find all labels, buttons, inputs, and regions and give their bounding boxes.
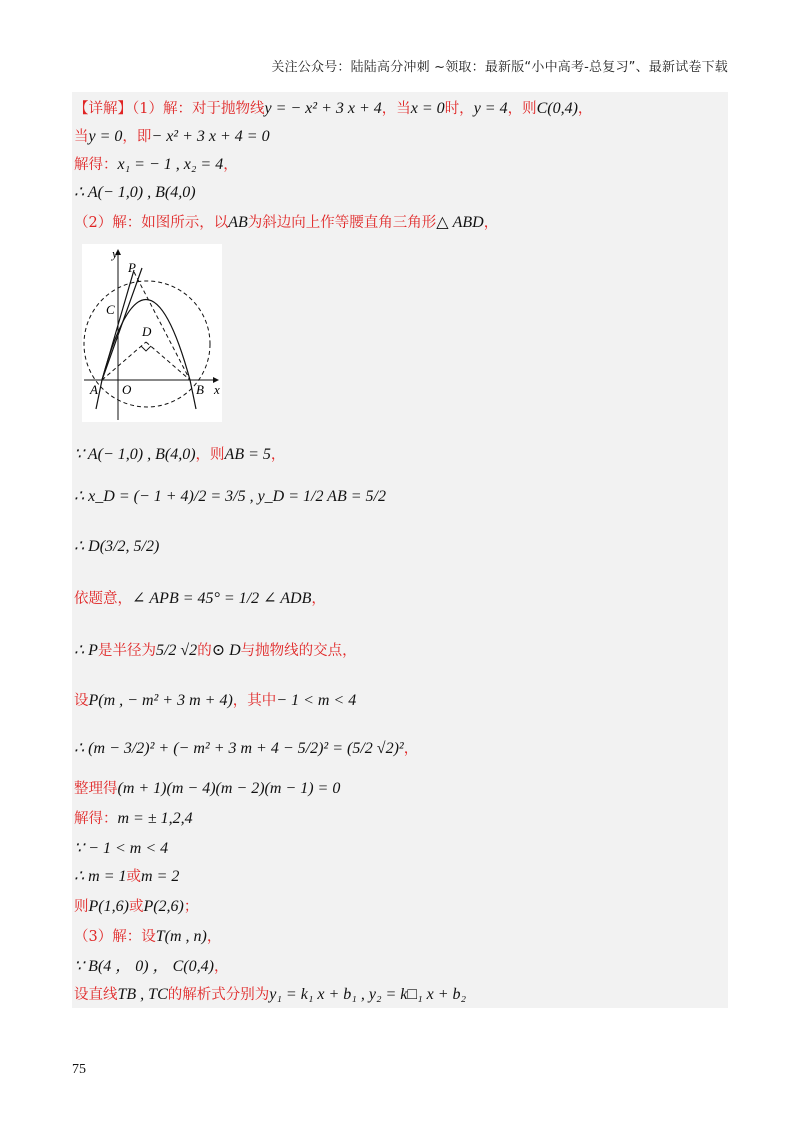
math-span: (m + 1)(m − 4)(m − 2)(m − 1) = 0	[117, 780, 341, 797]
label-x: x	[214, 382, 220, 397]
text-span: 设	[74, 693, 89, 709]
solution-line-8	[72, 536, 159, 558]
math-span: ⊙ D	[211, 642, 241, 659]
text-span: 解得：	[74, 157, 118, 173]
label-a: A	[90, 382, 98, 397]
label-d: D	[142, 324, 152, 339]
solution-line-6	[72, 444, 285, 466]
solution-line-9	[72, 588, 326, 610]
solution-line-11	[72, 690, 356, 712]
solution-line-19	[72, 956, 228, 978]
text-span: 依题意，	[74, 591, 132, 607]
math-span: y₁ = k₁ x + b₁ , y₂ = k□₁ x + b₂	[269, 986, 467, 1003]
detail-tag: 【详解】	[74, 101, 132, 117]
math-span: x = 0	[410, 100, 445, 117]
math-span: TB , TC	[117, 986, 168, 1003]
solution-line-5	[72, 212, 498, 234]
math-span: P(1,6)	[88, 898, 129, 915]
math-span: AB = 5	[224, 446, 271, 463]
math-span: ∵ − 1 < m < 4	[74, 840, 169, 857]
label-p: P	[128, 260, 136, 275]
math-span: m = ± 1,2,4	[117, 810, 193, 827]
text-span: ，其中	[232, 693, 277, 709]
text-span: （3）解：设	[74, 929, 156, 945]
solution-line-4	[72, 182, 196, 204]
math-span: C(0,4)	[536, 100, 578, 117]
text-span: ，即	[122, 129, 152, 145]
math-span: ∵ A(− 1,0) , B(4,0)	[74, 446, 196, 463]
text-span: ，	[311, 591, 326, 607]
math-span: AB	[228, 214, 248, 231]
line-db	[146, 342, 190, 380]
math-span: y = − x² + 3 x + 4	[264, 100, 382, 117]
math-span: x₁ = − 1 , x₂ = 4	[117, 156, 224, 173]
text-span: ，	[223, 157, 238, 173]
geometry-figure	[82, 244, 222, 422]
text-span: 与抛物线的交点，	[240, 643, 357, 659]
text-span: ，则	[507, 101, 537, 117]
text-span: 或	[126, 869, 142, 885]
math-span: △ ABD	[436, 214, 484, 231]
text-span: 则	[74, 899, 89, 915]
solution-line-10	[72, 640, 357, 662]
solution-line-2	[72, 126, 270, 148]
solution-line-3	[72, 154, 238, 176]
math-span: P(m , − m² + 3 m + 4)	[88, 692, 233, 709]
math-span: ∴ P	[74, 642, 98, 659]
math-span: ∴ x_D = (− 1 + 4)/2 = 3/5 , y_D = 1/2 AB = 5/2	[74, 488, 386, 505]
line-ap	[102, 268, 142, 380]
math-span: ∴ D(3/2, 5/2)	[74, 538, 160, 555]
text-span: 是半径为	[97, 643, 156, 659]
math-span: ∴ (m − 3/2)² + (− m² + 3 m + 4 − 5/2)² = (5/2 √2)²	[74, 740, 404, 757]
solution-line-18	[72, 926, 221, 948]
text-span: （2）解：如图所示，以	[74, 215, 229, 231]
parabola-circle-diagram	[82, 244, 222, 422]
label-b: B	[196, 382, 204, 397]
solution-line-12	[72, 738, 418, 760]
math-span: − x² + 3 x + 4 = 0	[151, 128, 270, 145]
solution-line-7	[72, 486, 386, 508]
solution-line-1	[72, 98, 592, 120]
text-span: 时，	[444, 101, 474, 117]
solution-line-13	[72, 778, 340, 800]
label-y: y	[112, 246, 118, 261]
math-span: ∵ B(4 ， 0) ， C(0,4)	[74, 958, 214, 975]
text-span: （1）解：对于抛物线	[132, 101, 265, 117]
right-angle-mark	[141, 346, 151, 351]
text-span: ，则	[195, 447, 225, 463]
text-span: ，	[483, 215, 499, 231]
text-span: 整理得	[74, 781, 118, 797]
solution-line-15	[72, 838, 168, 860]
text-span: ，	[270, 447, 286, 463]
text-span: ，	[206, 929, 222, 945]
text-span: 的	[197, 643, 212, 659]
solution-panel	[72, 92, 728, 1008]
solution-line-20	[72, 984, 466, 1006]
label-c: C	[106, 302, 115, 317]
text-span: 为斜边向上作等腰直角三角形	[247, 215, 437, 231]
math-span: − 1 < m < 4	[276, 692, 357, 709]
math-span: ∴ A(− 1,0) , B(4,0)	[74, 184, 196, 201]
math-span: P(2,6)	[143, 898, 184, 915]
math-span: y = 4	[473, 100, 508, 117]
text-span: 当	[74, 129, 89, 145]
math-span: m = 2	[141, 868, 180, 885]
solution-line-16	[72, 866, 179, 888]
page-header: 关注公众号：陆陆高分冲刺 ~领取：最新版“小中高考-总复习”、最新试卷下载	[271, 60, 728, 75]
math-span: y = 0	[88, 128, 123, 145]
math-span: ∠ APB = 45° = 1/2 ∠ ADB	[132, 590, 312, 607]
text-span: 解得：	[74, 811, 118, 827]
text-span: ，	[213, 959, 229, 975]
page-number: 75	[72, 1062, 86, 1077]
text-span: 或	[128, 899, 144, 915]
solution-line-17	[72, 896, 198, 918]
solution-line-14	[72, 808, 193, 830]
parabola-curve	[102, 300, 196, 410]
text-span: ；	[183, 899, 199, 915]
text-span: 的解析式分别为	[167, 987, 270, 1003]
text-span: ，	[577, 101, 593, 117]
math-span: ∴ m = 1	[74, 868, 127, 885]
math-span: T(m , n)	[155, 928, 207, 945]
math-span: 5/2 √2	[155, 642, 198, 659]
text-span: ，	[403, 741, 419, 757]
text-span: ，当	[381, 101, 411, 117]
text-span: 设直线	[74, 987, 118, 1003]
label-o: O	[122, 382, 132, 397]
